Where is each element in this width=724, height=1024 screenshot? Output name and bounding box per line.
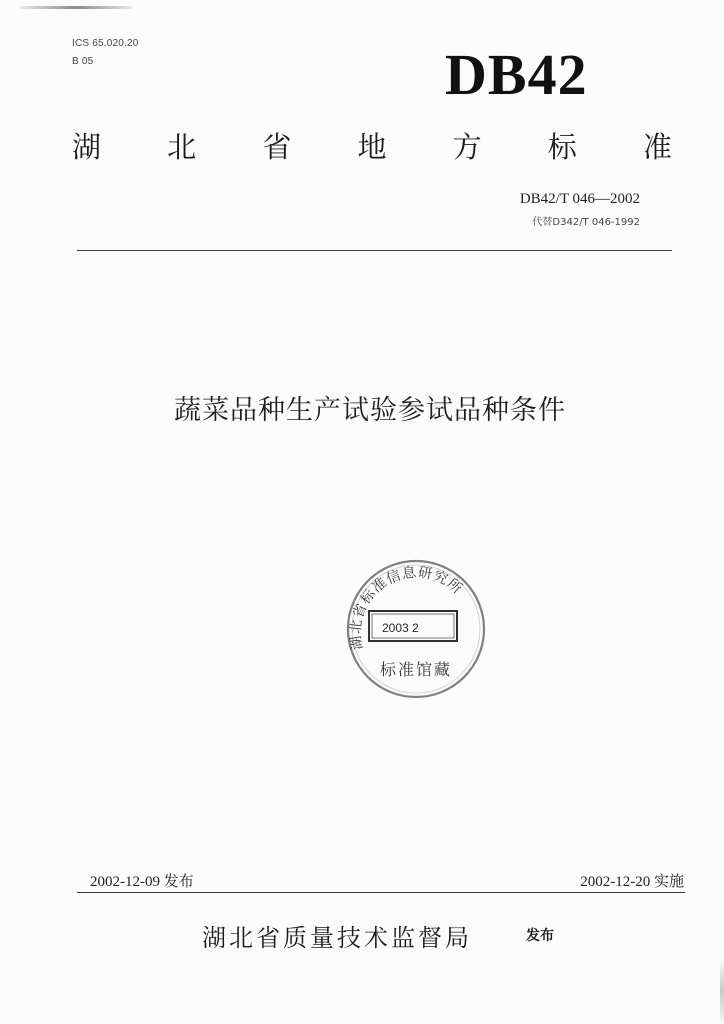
replaces-standard: 代替D342/T 046-1992: [532, 217, 640, 228]
publish-date: 2002-12-09 发布: [90, 874, 194, 890]
standard-logo: DB42: [445, 42, 588, 107]
standard-type-heading: [72, 130, 672, 164]
heading-char: 地: [357, 130, 387, 164]
heading-char: 省: [262, 130, 292, 164]
document-title: 蔬菜品种生产试验参试品种条件: [174, 395, 566, 426]
heading-char: 北: [167, 130, 197, 164]
issuing-authority: 湖北省质量技术监督局: [202, 924, 472, 952]
stamp-ring-textpath: 湖北省标准信息研究所: [347, 564, 466, 651]
ccs-code: B 05: [72, 56, 94, 67]
heading-char: 准: [642, 130, 672, 164]
heading-char: 标: [547, 130, 577, 164]
heading-char: 方: [452, 130, 482, 164]
footer-divider: [77, 892, 685, 893]
scan-artifact: [20, 6, 132, 9]
effective-date: 2002-12-20 实施: [580, 874, 684, 890]
header-divider: [77, 250, 672, 251]
library-stamp: [342, 557, 490, 701]
stamp-bottom-text: 标准馆藏: [379, 660, 453, 679]
ics-code: ICS 65.020.20: [72, 38, 139, 49]
issuer-suffix: 发布: [526, 928, 554, 944]
scan-artifact: [720, 960, 724, 1020]
standard-number: DB42/T 046—2002: [519, 191, 640, 207]
stamp-date: 2003 2: [382, 621, 419, 635]
heading-char: 湖: [72, 130, 102, 164]
